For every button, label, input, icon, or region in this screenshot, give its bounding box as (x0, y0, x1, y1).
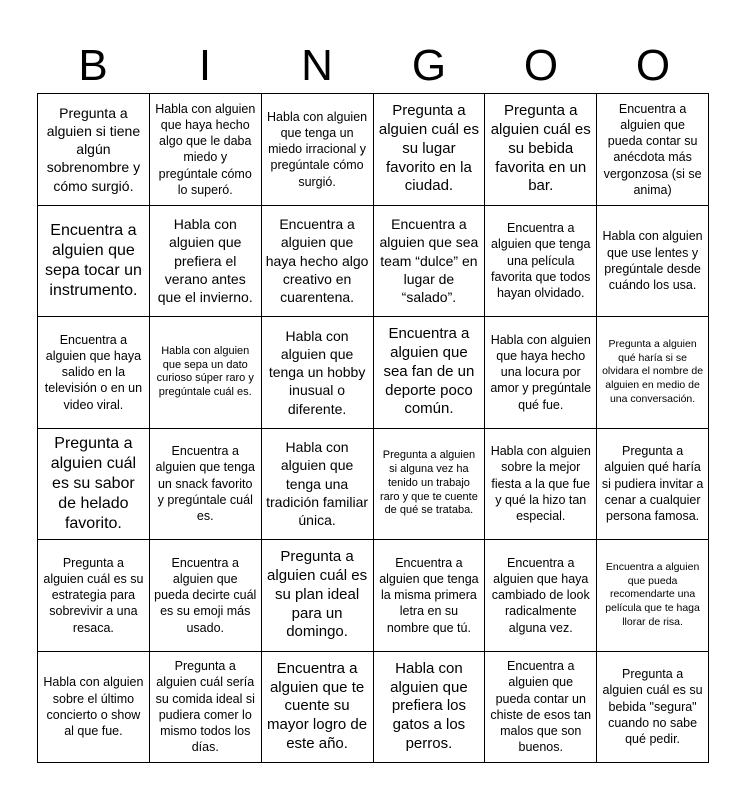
bingo-grid (37, 93, 709, 763)
bingo-cell: Habla con alguien que prefiera el verano antes que el invierno. (150, 206, 262, 318)
bingo-cell: Pregunta a alguien cuál es su bebida "segura" cuando no sabe qué pedir. (597, 652, 709, 764)
bingo-cell: Encuentra a alguien que pueda contar su anécdota más vergonzosa (si se anima) (597, 94, 709, 206)
header-letter-o: O (523, 41, 559, 90)
bingo-cell: Encuentra a alguien que sepa tocar un instrumento. (38, 206, 150, 318)
bingo-cell: Pregunta a alguien cuál sería su comida ideal si pudiera comer lo mismo todos los días. (150, 652, 262, 764)
bingo-cell: Pregunta a alguien cuál es su bebida favorita en un bar. (485, 94, 597, 206)
bingo-cell: Pregunta a alguien si tiene algún sobrenombre y cómo surgió. (38, 94, 150, 206)
bingo-cell: Pregunta a alguien si alguna vez ha tenido un trabajo raro y que te cuente de qué se trataba. (374, 429, 486, 541)
bingo-cell: Encuentra a alguien que haya hecho algo creativo en cuarentena. (262, 206, 374, 318)
bingo-cell: Habla con alguien que haya hecho una locura por amor y pregúntale qué fue. (485, 317, 597, 429)
bingo-cell: Encuentra a alguien que tenga una película favorita que todos hayan olvidado. (485, 206, 597, 318)
bingo-cell: Encuentra a alguien que sea team “dulce” en lugar de “salado”. (374, 206, 486, 318)
bingo-cell: Encuentra a alguien que pueda recomendarte una película que te haga llorar de risa. (597, 540, 709, 652)
header-letter-b: B (78, 41, 108, 90)
header-letter-o-2: O (635, 41, 671, 90)
bingo-cell: Encuentra a alguien que te cuente su mayor logro de este año. (262, 652, 374, 764)
bingo-cell: Habla con alguien que use lentes y pregúntale desde cuándo los usa. (597, 206, 709, 318)
bingo-cell: Encuentra a alguien que tenga la misma primera letra en su nombre que tú. (374, 540, 486, 652)
bingo-cell: Pregunta a alguien qué haría si pudiera invitar a cenar a cualquier persona famosa. (597, 429, 709, 541)
header-letter-i: I (198, 41, 212, 90)
bingo-cell: Encuentra a alguien que pueda contar un chiste de esos tan malos que son buenos. (485, 652, 597, 764)
bingo-cell: Encuentra a alguien que pueda decirte cuál es su emoji más usado. (150, 540, 262, 652)
bingo-cell: Pregunta a alguien qué haría si se olvidara el nombre de alguien en medio de una conversación. (597, 317, 709, 429)
bingo-cell: Habla con alguien sobre la mejor fiesta a la que fue y qué la hizo tan especial. (485, 429, 597, 541)
bingo-cell: Habla con alguien que prefiera los gatos a los perros. (374, 652, 486, 764)
bingo-cell: Habla con alguien que tenga una tradición familiar única. (262, 429, 374, 541)
bingo-cell: Pregunta a alguien cuál es su plan ideal para un domingo. (262, 540, 374, 652)
bingo-cell: Habla con alguien sobre el último concierto o show al que fue. (38, 652, 150, 764)
bingo-cell: Pregunta a alguien cuál es su sabor de helado favorito. (38, 429, 150, 541)
bingo-cell: Encuentra a alguien que haya cambiado de look radicalmente alguna vez. (485, 540, 597, 652)
bingo-cell: Habla con alguien que tenga un hobby inusual o diferente. (262, 317, 374, 429)
bingo-cell: Habla con alguien que haya hecho algo que le daba miedo y pregúntale cómo lo superó. (150, 94, 262, 206)
bingo-cell: Encuentra a alguien que tenga un snack favorito y pregúntale cuál es. (150, 429, 262, 541)
bingo-header (37, 38, 709, 93)
bingo-cell: Habla con alguien que sepa un dato curioso súper raro y pregúntale cuál es. (150, 317, 262, 429)
bingo-cell: Habla con alguien que tenga un miedo irracional y pregúntale cómo surgió. (262, 94, 374, 206)
bingo-cell: Pregunta a alguien cuál es su lugar favorito en la ciudad. (374, 94, 486, 206)
bingo-cell: Pregunta a alguien cuál es su estrategia para sobrevivir a una resaca. (38, 540, 150, 652)
header-letter-g: G (411, 41, 447, 90)
header-letter-n: N (301, 41, 333, 90)
bingo-cell: Encuentra a alguien que haya salido en la televisión o en un video viral. (38, 317, 150, 429)
bingo-cell: Encuentra a alguien que sea fan de un deporte poco común. (374, 317, 486, 429)
